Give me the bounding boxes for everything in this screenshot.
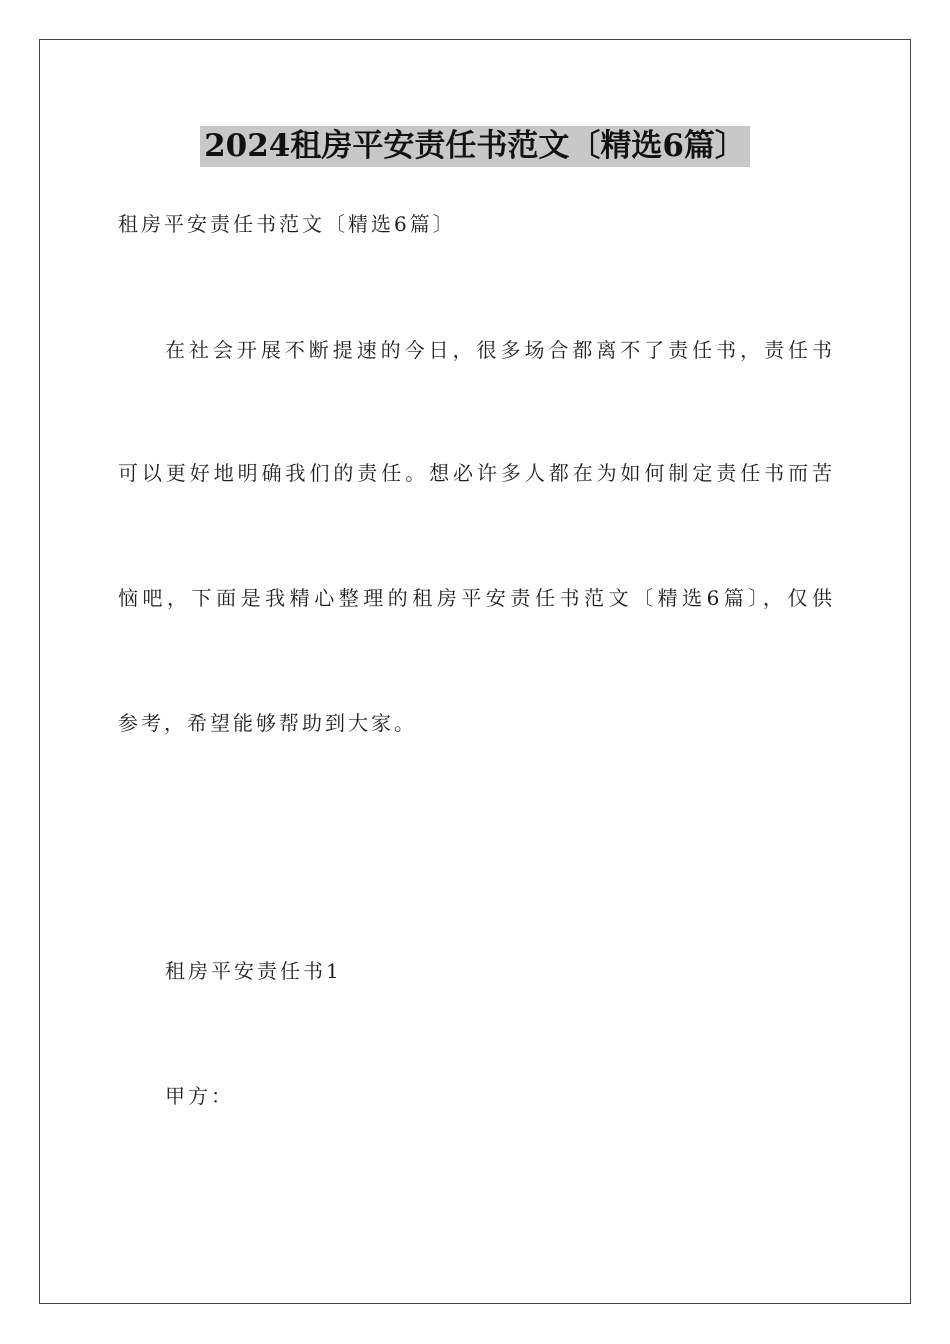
intro-line-1: 在社会开展不断提速的今日，很多场合都离不了责任书，责任书 [165, 338, 832, 362]
section-heading: 租房平安责任书1 [165, 959, 342, 983]
intro-line-4: 参考，希望能够帮助到大家。 [118, 711, 417, 735]
title-container [0, 126, 950, 167]
intro-line-2: 可以更好地明确我们的责任。想必许多人都在为如何制定责任书而苦 [118, 461, 832, 485]
document-subtitle: 租房平安责任书范文〔精选6篇〕 [118, 212, 456, 236]
document-title: 2024租房平安责任书范文〔精选6篇〕 [200, 126, 750, 167]
party-a-label: 甲方： [165, 1084, 234, 1108]
intro-line-3: 恼吧，下面是我精心整理的租房平安责任书范文〔精选6篇〕，仅供 [118, 586, 832, 610]
